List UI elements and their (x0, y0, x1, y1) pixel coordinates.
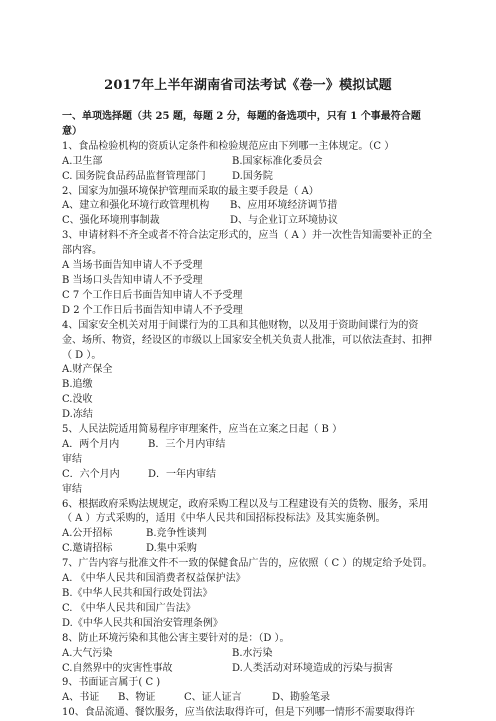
section-heading: 一、单项选择题（共 25 题，每题 2 分，每题的备选项中，只有 1 个事最符合题意） (62, 111, 421, 137)
option: B.追缴 (62, 379, 93, 391)
option: B、应用环境经济调节措 (230, 200, 338, 212)
question-stem: 10、食品流通、餐饮服务，应当依法取得许可，但是下列哪一情形不需要取得许 (62, 707, 415, 719)
option: A．两个月内审结 (62, 438, 120, 465)
option-row (62, 647, 434, 662)
option: B.《中华人民共和国行政处罚法》 (62, 588, 213, 599)
option: D．一年内审结 (148, 468, 217, 480)
option: C 7 个工作日后书面告知申请人不予受理 (62, 289, 243, 301)
question-stem: 7、广告内容与批准文件不一致的保健食品广告的，应依照（ C ）的规定给予处罚。 (62, 558, 433, 570)
option: B.水污染 (232, 647, 273, 659)
option-row (62, 199, 434, 214)
option-row (62, 155, 434, 170)
option: A.大气污染 (62, 647, 113, 659)
option-row (62, 542, 434, 557)
question-stem: 4、国家安全机关对用于间谍行为的工具和其他财物，以及用于资助间谍行为的资金、场所、物资，经设区的市级以上国家安全机关负责人批准，可以依法查封、扣押（ D ）。 (62, 319, 432, 361)
option: A、书证 (62, 692, 100, 704)
question-stem: 8、防止环境污染和其他公害主要针对的是：（D ）。 (62, 632, 290, 644)
option: B．三个月内审结 (148, 438, 226, 450)
option: D.冻结 (62, 409, 93, 421)
document-title: 2017年上半年湖南省司法考试《卷一》模拟试题 (104, 78, 392, 93)
option: A. 《中华人民共和国消费者权益保护法》 (62, 573, 246, 585)
question-stem: 5、人民法院适用简易程序审理案件，应当在立案之日起（ B ） (62, 424, 343, 436)
option-row (62, 662, 434, 677)
option: C、强化环境刑事制裁 (62, 215, 160, 227)
option-row (62, 170, 434, 185)
question-stem: 6、根据政府采购法规规定，政府采购工程以及与工程建设有关的货物、服务，采用（ A ）方式采购的，适用《中华人民共和国招标投标法》及其实施条例。 (62, 498, 429, 525)
option: C. 《中华人民共和国广告法》 (62, 602, 196, 614)
option: D、与企业订立环境协议 (230, 215, 339, 227)
option: B.国家标准化委员会 (232, 155, 323, 167)
option-row (62, 691, 434, 706)
question-stem: 1、食品检验机构的资质认定条件和检验规范应由下列哪一主体规定。（C ） (62, 140, 395, 152)
option-row (62, 438, 434, 468)
option-row (62, 468, 434, 498)
question-stem: 9、书面证言属于( C ) (62, 677, 161, 689)
question-stem: 3、申请材料不齐全或者不符合法定形式的，应当（ A ）并一次性告知需要补正的全部内容。 (62, 230, 432, 257)
option-row (62, 214, 434, 229)
option: D.人类活动对环境造成的污染与损害 (232, 662, 393, 674)
option-row (62, 527, 434, 542)
option: B.竞争性谈判 (146, 528, 207, 540)
option: C.自然界中的灾害性事故 (62, 662, 173, 674)
option: C.邀请招标 (62, 543, 113, 555)
option: C. 国务院食品药品监督管理部门 (62, 170, 206, 182)
option: D.《中华人民共和国治安管理条例》 (62, 617, 223, 629)
option: A.卫生部 (62, 155, 103, 167)
option: C．六个月内审结 (62, 468, 120, 495)
option: D.集中采购 (146, 543, 197, 555)
option: A 当场书面告知申请人不予受理 (62, 260, 203, 272)
document-body (62, 110, 434, 721)
option: A.财产保全 (62, 364, 113, 376)
option: D、勘验笔录 (272, 692, 331, 704)
option: B、物证 (118, 692, 156, 704)
option: D.国务院 (232, 170, 273, 182)
option: C.没收 (62, 394, 93, 406)
question-stem: 2、国家为加强环境保护管理而采取的最主要手段是（ A） (62, 185, 319, 197)
option: D 2 个工作日后书面告知申请人不予受理 (62, 304, 243, 316)
option: A.公开招标 (62, 528, 113, 540)
option: C、证人证言 (184, 692, 242, 704)
option: A、建立和强化环境行政管理机构 (62, 200, 210, 212)
option: B 当场口头告知申请人不予受理 (62, 274, 203, 286)
